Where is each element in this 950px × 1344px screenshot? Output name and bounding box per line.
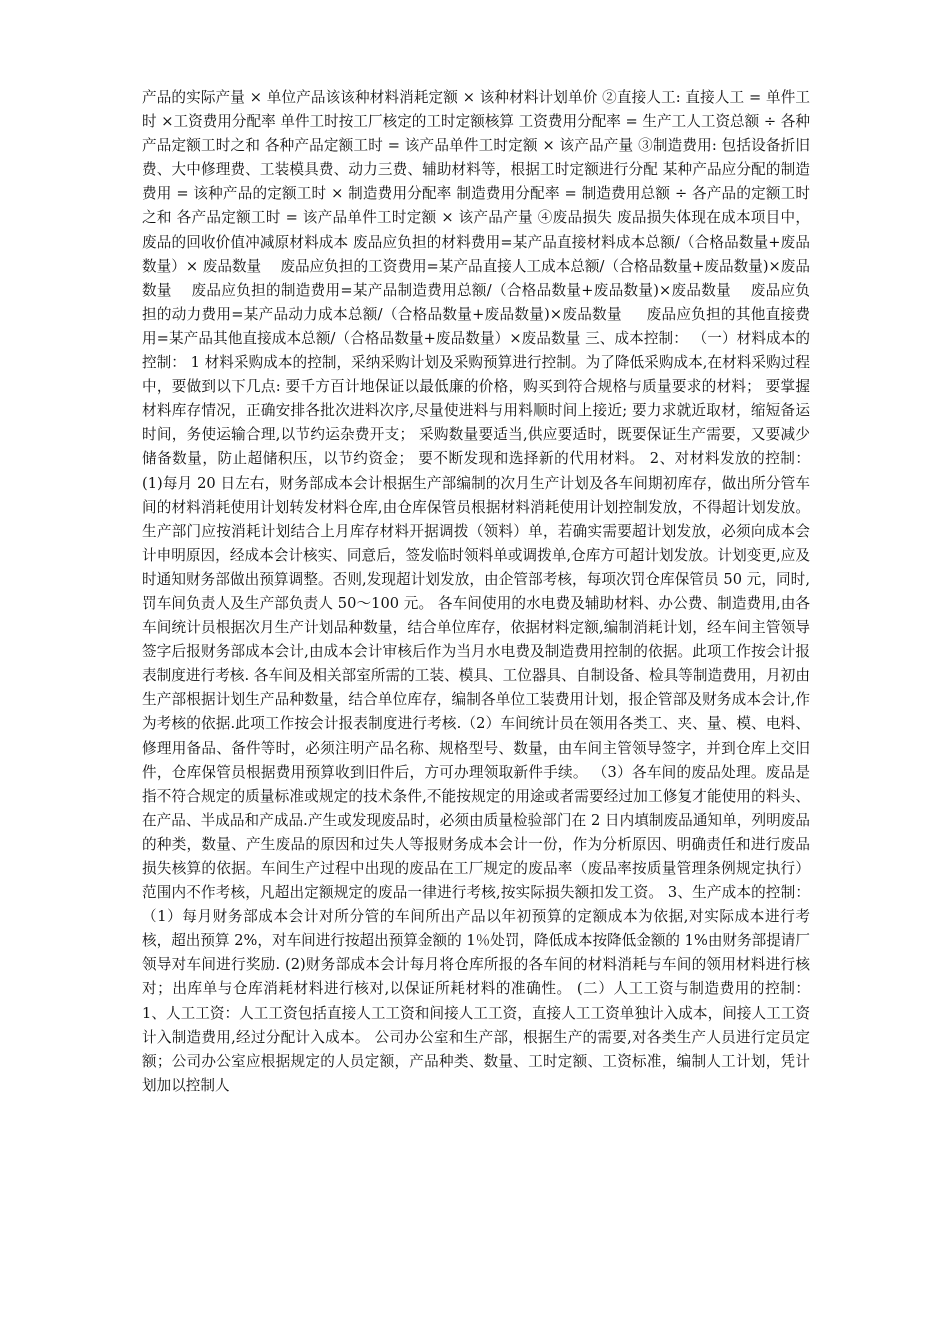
document-page — [142, 86, 815, 1296]
body-text: 产品的实际产量 × 单位产品该该种材料消耗定额 × 该种材料计划单价 ②直接人工: 直接人工 = 单件工时 ×工资费用分配率 单件工时按工厂核定的工时定额核算 工资费用分配率 = 生产工人工资总额 ÷ 各种产品定额工时之和 各种产品定额工时 = 该产品单件工时定额 × 该产品产量 ③制造费用: 包括设备折旧费、大中修理费、工装模具费、动力三费、辅助材料等，根据工时定额进行分配 某种产品应分配的制造费用 = 该种产品的定额工时 × 制造费用分配率 制造费用分配率 = 制造费用总额 ÷ 各产品的定额工时之和 各产品定额工时 = 该产品单件工时定额 × 该产品产量 ④废品损失 废品损失体现在成本项目中，废品的回收价值冲减原材料成本 废品应负担的材料费用=某产品直接材料成本总额/（合格品数量+废品数量）× 废品数量 废品应负担的工资费用=某产品直接人工成本总额/（合格品数量+废品数量)×废品数量 废品应负担的制造费用=某产品制造费用总额/（合格品数量+废品数量)×废品数量 废品应负担的动力费用=某产品动力成本总额/（合格品数量+废品数量)×废品数量 废品应负担的其他直接费用=某产品其他直接成本总额/（合格品数量+废品数量）×废品数量 三、成本控制： （一）材料成本的控制： 1 材料采购成本的控制，采纳采购计划及采购预算进行控制。为了降低采购成本,在材料采购过程中，要做到以下几点: 要千方百计地保证以最低廉的价格，购买到符合规格与质量要求的材料； 要掌握材料库存情况，正确安排各批次进料次序,尽量使进料与用料顺时间上接近; 要力求就近取材，缩短备运时间，务使运输合理,以节约运杂费开支； 采购数量要适当,供应要适时，既要保证生产需要，又要减少储备数量，防止超储积压，以节约资金； 要不断发现和选择新的代用材料。 2、对材料发放的控制： (1)每月 20 日左右，财务部成本会计根据生产部编制的次月生产计划及各车间期初库存，做出所分管车间的材料消耗使用计划转发材料仓库,由仓库保管员根据材料消耗使用计划控制发放，不得超计划发放。生产部门应按消耗计划结合上月库存材料开据调拨（领料）单，若确实需要超计划发放，必须向成本会计申明原因，经成本会计核实、同意后，签发临时领料单或调拨单,仓库方可超计划发放。计划变更,应及时通知财务部做出预算调整。否则,发现超计划发放，由企管部考核，每项次罚仓库保管员 50 元，同时,罚车间负责人及生产部负责人 50～100 元。 各车间使用的水电费及辅助材料、办公费、制造费用,由各车间统计员根据次月生产计划品种数量，结合单位库存，依据材料定额,编制消耗计划，经车间主管领导签字后报财务部成本会计,由成本会计审核后作为当月水电费及制造费用控制的依据。此项工作按会计报表制度进行考核. 各车间及相关部室所需的工装、模具、工位器具、自制设备、检具等制造费用，月初由生产部根据计划生产品种数量，结合单位库存，编制各单位工装费用计划，报企管部及财务成本会计,作为考核的依据.此项工作按会计报表制度进行考核.（2）车间统计员在领用各类工、夹、量、模、电料、修理用备品、备件等时，必须注明产品名称、规格型号、数量，由车间主管领导签字，并到仓库上交旧件，仓库保管员根据费用预算收到旧件后，方可办理领取新件手续。 （3）各车间的废品处理。废品是指不符合规定的质量标准或规定的技术条件,不能按规定的用途或者需要经过加工修复才能使用的料头、在产品、半成品和产成品.产生或发现废品时，必须由质量检验部门在 2 日内填制废品通知单，列明废品的种类，数量、产生废品的原因和过失人等报财务成本会计一份，作为分析原因、明确责任和进行废品损失核算的依据。车间生产过程中出现的废品在工厂规定的废品率（废品率按质量管理条例规定执行）范围内不作考核，凡超出定额规定的废品一律进行考核,按实际损失额扣发工资。 3、生产成本的控制： （1）每月财务部成本会计对所分管的车间所出产品以年初预算的定额成本为依据,对实际成本进行考核，超出预算 2%，对车间进行按超出预算金额的 1％处罚，降低成本按降低金额的 1%由财务部提请厂领导对车间进行奖励. (2)财务部成本会计每月将仓库所报的各车间的材料消耗与车间的领用材料进行核对；出库单与仓库消耗材料进行核对,以保证所耗材料的准确性。 (二）人工工资与制造费用的控制： 1、人工工资：人工工资包括直接人工工资和间接人工工资，直接人工工资单独计入成本，间接人工工资计入制造费用,经过分配计入成本。 公司办公室和生产部，根据生产的需要,对各类生产人员进行定员定额；公司办公室应根据规定的人员定额，产品种类、数量、工时定额、工资标准，编制人工计划，凭计划加以控制人 — [142, 89, 815, 1094]
